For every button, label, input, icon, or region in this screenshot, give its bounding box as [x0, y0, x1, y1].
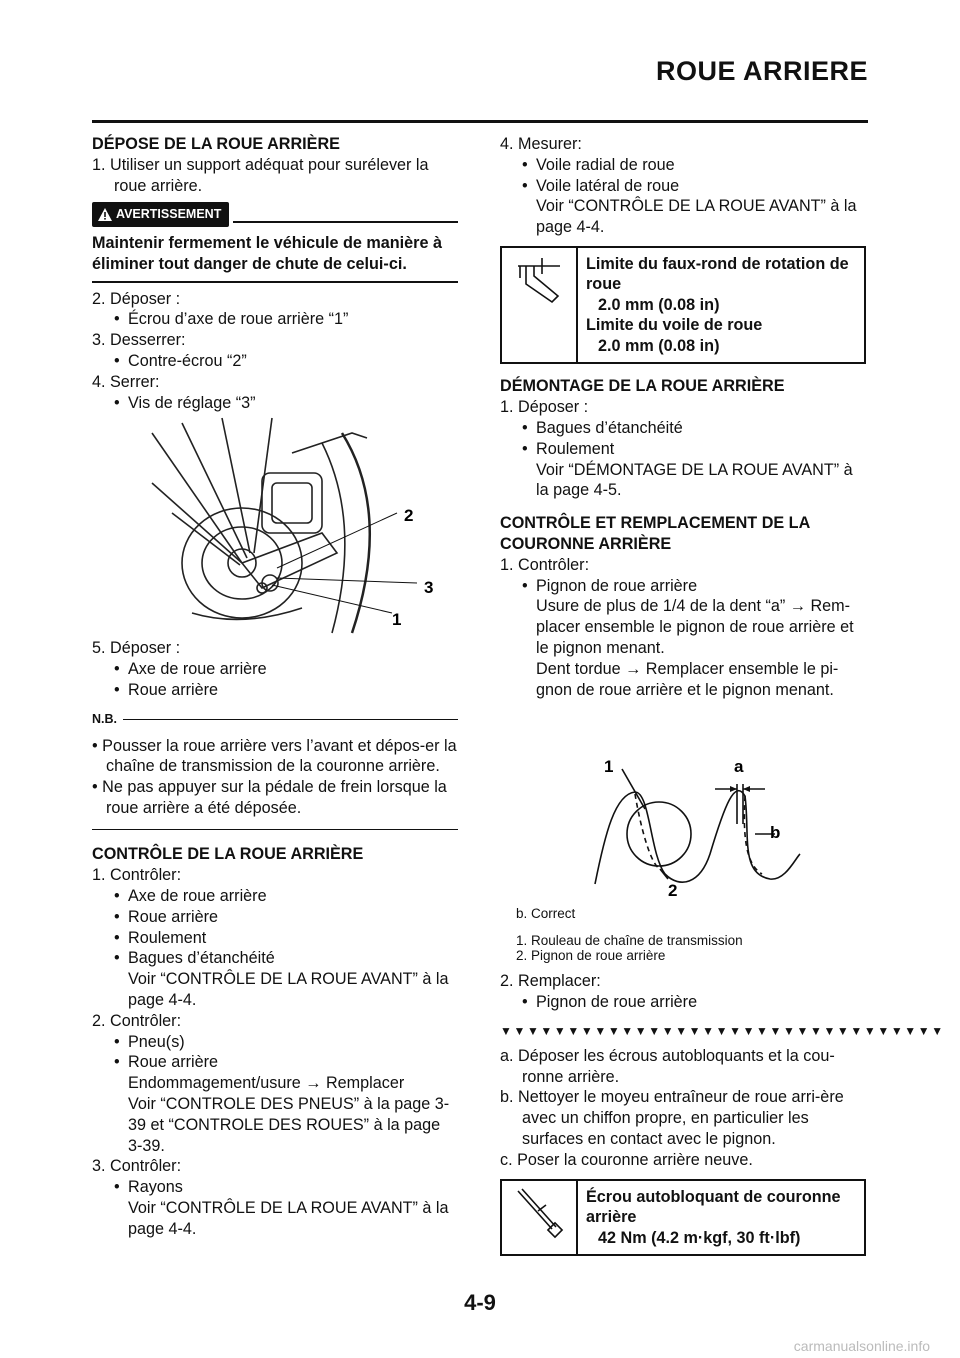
- sub-step: b. Nettoyer le moyeu entraîneur de roue arri-ère avec un chiffon propre, en particulier les surfaces en contact avec le pignon.: [500, 1088, 844, 1149]
- page-number: 4-9: [464, 1290, 496, 1315]
- note: Usure de plus de 1/4 de la dent “a” → Rem-placer ensemble le pignon de roue arrière et le pignon menant.: [536, 597, 854, 658]
- step: 3. Desserrer:: [92, 331, 186, 350]
- sprocket-figure: [500, 714, 866, 904]
- spec-box-runout: [500, 246, 866, 365]
- left-column: [92, 130, 458, 1239]
- sub-step: a. Déposer les écrous autobloquants et la cou-ronne arrière.: [500, 1046, 835, 1086]
- header-divider: [92, 120, 868, 123]
- sprocket-tooth-diagram: [500, 714, 866, 904]
- fig-label: b: [770, 823, 781, 843]
- sub-step: c. Poser la couronne arrière neuve.: [500, 1150, 753, 1169]
- warning-line: [233, 221, 458, 223]
- caliper-icon: [502, 248, 578, 363]
- section-title-controle: CONTRÔLE DE LA ROUE ARRIÈRE: [92, 845, 364, 864]
- reference: Voir “DÉMONTAGE DE LA ROUE AVANT” à la page 4-5.: [536, 460, 853, 500]
- right-column: [500, 130, 945, 1264]
- warning-icon: [98, 208, 112, 221]
- page-title: ROUE ARRIERE: [655, 56, 868, 86]
- note-header: [92, 709, 458, 730]
- spec-value: 42 Nm (4.2 m·kgf, 30 ft·lbf): [598, 1228, 801, 1247]
- step: 2. Remplacer:: [500, 972, 601, 991]
- bullet: • Roue arrière: [114, 681, 218, 700]
- bullet: • Roulement: [114, 928, 207, 947]
- section-title-demontage: DÉMONTAGE DE LA ROUE ARRIÈRE: [500, 377, 785, 396]
- wheel-figure: [92, 413, 458, 638]
- reference: Voir “CONTRÔLE DE LA ROUE AVANT” à la page 4-4.: [536, 197, 857, 237]
- step: 1. Contrôler:: [92, 866, 182, 885]
- fig-label: a: [734, 757, 744, 777]
- step: 2. Déposer :: [92, 289, 181, 308]
- note-item: • Pousser la roue arrière vers l’avant et dépos-er la chaîne de transmission de la couronne arrière.: [92, 736, 457, 776]
- fig-label: 3: [424, 578, 434, 598]
- note: Endommagement/usure → Remplacer: [128, 1074, 405, 1093]
- warning-text: Maintenir fermement le véhicule de manière à éliminer tout danger de chute de celui-ci.: [92, 234, 442, 274]
- figure-caption: b. Correct: [516, 906, 576, 922]
- step: 1. Déposer :: [500, 398, 589, 417]
- bullet: • Roue arrière: [114, 1053, 218, 1072]
- wheel-axle-illustration: [92, 413, 458, 638]
- step: 2. Contrôler:: [92, 1011, 182, 1030]
- divider: [92, 281, 458, 283]
- step: 3. Contrôler:: [92, 1157, 182, 1176]
- bullet: • Vis de réglage “3”: [114, 393, 256, 412]
- bullet: • Pneu(s): [114, 1032, 185, 1051]
- divider: [92, 829, 458, 831]
- reference: Voir “CONTROLE DES PNEUS” à la page 3-39 et “CONTROLE DES ROUES” à la page 3-39.: [128, 1094, 450, 1155]
- spec-value: 2.0 mm (0.08 in): [598, 336, 720, 355]
- bullet: • Bagues d’étanchéité: [114, 949, 275, 968]
- bullet: • Axe de roue arrière: [114, 886, 267, 905]
- note-item: • Ne pas appuyer sur la pédale de frein lorsque la roue arrière a été déposée.: [92, 778, 447, 818]
- bullet: • Roulement: [522, 439, 615, 458]
- bullet: • Voile latéral de roue: [522, 176, 680, 195]
- spec-label: Limite du voile de roue: [586, 316, 763, 335]
- section-title-couronne: CONTRÔLE ET REMPLACEMENT DE LA COURONNE ARRIÈRE: [500, 514, 810, 554]
- bullet: • Écrou d’axe de roue arrière “1”: [114, 310, 349, 329]
- reference: Voir “CONTRÔLE DE LA ROUE AVANT” à la page 4-4.: [128, 970, 449, 1009]
- bullet: • Pignon de roue arrière: [522, 576, 698, 595]
- fig-label: 1: [392, 610, 402, 630]
- step: 5. Déposer :: [92, 639, 181, 658]
- bullet: • Voile radial de roue: [522, 155, 675, 174]
- warning-label: AVERTISSEMENT: [116, 207, 222, 222]
- fig-label: 1: [604, 757, 614, 777]
- bullet: • Pignon de roue arrière: [522, 993, 698, 1012]
- spec-box-torque: [500, 1179, 866, 1257]
- bullet: • Bagues d’étanchéité: [522, 419, 683, 438]
- fig-label: 2: [404, 506, 414, 526]
- warning-header: [92, 202, 458, 227]
- bullet: • Axe de roue arrière: [114, 660, 267, 679]
- reference: Voir “CONTRÔLE DE LA ROUE AVANT” à la page 4-4.: [128, 1198, 449, 1238]
- watermark: carmanualsonline.info: [793, 1338, 930, 1354]
- figure-caption: 1. Rouleau de chaîne de transmission: [516, 933, 743, 949]
- spec-value: 2.0 mm (0.08 in): [598, 295, 720, 314]
- bullet: • Contre-écrou “2”: [114, 352, 247, 371]
- figure-caption: 2. Pignon de roue arrière: [516, 948, 666, 964]
- bullet: • Rayons: [114, 1178, 183, 1197]
- warning-badge: [92, 202, 229, 227]
- spec-label: Écrou autobloquant de couronne arrière: [586, 1187, 841, 1227]
- bullet: • Roue arrière: [114, 907, 218, 926]
- spec-label: Limite du faux-rond de rotation de roue: [586, 254, 849, 294]
- step: 4. Mesurer:: [500, 135, 582, 153]
- fig-label: 2: [668, 881, 678, 901]
- note: Dent tordue → Remplacer ensemble le pi-gnon de roue arrière et le pignon menant.: [536, 659, 839, 699]
- procedure-start-marker: ▼▼▼▼▼▼▼▼▼▼▼▼▼▼▼▼▼▼▼▼▼▼▼▼▼▼▼▼▼▼▼▼▼: [500, 1024, 945, 1039]
- note-label: N.B.: [92, 711, 117, 726]
- section-title-depose: DÉPOSE DE LA ROUE ARRIÈRE: [92, 135, 340, 153]
- step: 1. Utiliser un support adéquat pour surélever la roue arrière.: [92, 155, 429, 195]
- torque-wrench-icon: [502, 1181, 578, 1255]
- step: 4. Serrer:: [92, 372, 160, 391]
- step: 1. Contrôler:: [500, 555, 590, 574]
